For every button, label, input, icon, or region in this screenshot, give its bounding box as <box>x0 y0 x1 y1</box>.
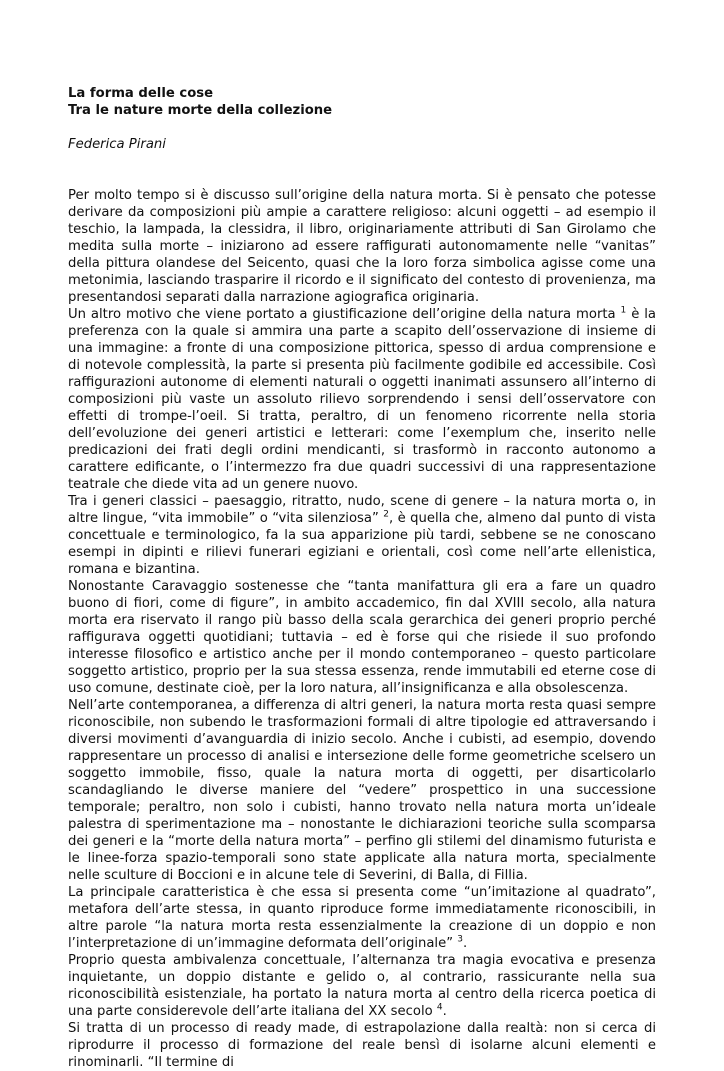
paragraph-text: Si tratta di un processo di ready made, di estrapolazione dalla realtà: non si cerca di riprodurre il processo di formazione del reale bensì di isolarne alcuni elementi e rinominarli. “Il termine di <box>68 1021 656 1070</box>
paragraph-text: Nonostante Caravaggio sostenesse che “tanta manifattura gli era a fare un quadro buono di fiori, come di figure”, in ambito accademico, fin dal XVIII secolo, alla natura morta era riservato il rango più basso della scala gerarchica dei generi proprio perché raffigurava oggetti quotidiani; tuttavia – ed è forse qui che risiede il suo profondo interesse filosofico e artistico anche per il mondo contemporaneo – questo particolare soggetto artistico, proprio per la sua stessa essenza, rende immutabili ed eterne cose di uso comune, destinate cioè, per la loro natura, all’insignificanza e alla obsolescenza. <box>68 579 656 696</box>
essay-title: La forma delle cose <box>68 86 214 101</box>
essay-body <box>68 187 656 1071</box>
author-name: Federica Pirani <box>68 137 166 152</box>
paragraph-text: La principale caratteristica è che essa si presenta come “un’imitazione al quadrato”, metafora dell’arte stessa, in quanto riproduce forme immediatamente riconoscibili, in altre parole “la natura morta resta essenzialmente la creazione di un doppio e non l’interpretazione di un’immagine deformata dell’originale” <box>68 885 656 951</box>
paragraph-text: . <box>462 936 468 951</box>
essay-subtitle: Tra le nature morte della collezione <box>68 103 333 118</box>
paragraph-text: . <box>442 1004 447 1019</box>
paragraph-6 <box>68 884 656 952</box>
footnote-marker: 3 <box>457 934 463 945</box>
paragraph-text: Nell’arte contemporanea, a differenza di altri generi, la natura morta resta quasi sempre riconoscibile, non subendo le trasformazioni formali di altre tipologie ed attraversando i diversi movimenti d’avanguardia di inizio secolo. Anche i cubisti, ad esempio, dovendo rappresentare un processo di analisi e intersezione delle forme geometriche scelsero un soggetto immobile, fisso, quale la natura morta di oggetti, per disarticolarlo scandagliando le diverse maniere del “vedere” prospettico in una successione temporale; peraltro, non solo i cubisti, hanno trovato nella natura morta un’ideale palestra di sperimentazione ma – nonostante le dichiarazioni teoriche sulla scomparsa dei generi e la “morte della natura morta” – perfino gli stilemi del dinamismo futurista e le linee-forza spazio-temporali sono state applicate alla natura morta, specialmente nelle sculture di Boccioni e in alcune tele di Severini, di Balla, di Fillia. <box>68 698 656 883</box>
document-page <box>68 85 656 1071</box>
paragraph-text: è la preferenza con la quale si ammira una parte a scapito dell’osservazione di insieme di una immagine: a fronte di una composizione pittorica, spesso di ardua comprensione e di notevole complessità, la parte si presenta più facilmente godibile ed accessibile. Così raffigurazioni autonome di elementi naturali o oggetti inanimati assunsero all’interno di composizioni più vaste un assoluto rilievo sorprendendo i sensi dell’osservatore con effetti di trompe-l’oeil. Si tratta, peraltro, di un fenomeno ricorrente nella storia dell’evoluzione dei generi artistici e letterari: come l’exemplum che, inserito nelle predicazioni dei frati degli ordini mendicanti, si trasformò in racconto autonomo a carattere edificante, o l’intermezzo fra due quadri successivi di una rappresentazione teatrale che diede vita ad un genere nuovo. <box>68 307 656 492</box>
paragraph-text: , è quella che, almeno dal punto di vista concettuale e terminologico, fa la sua apparizione più tardi, sebbene se ne conoscano esempi in dipinti e rilievi funerari egiziani e orientali, così come nell’arte ellenistica, romana e bizantina. <box>68 511 656 577</box>
paragraph-1 <box>68 187 656 306</box>
paragraph-3 <box>68 493 656 578</box>
paragraph-4 <box>68 578 656 697</box>
footnote-marker: 1 <box>620 305 627 316</box>
paragraph-text: Un altro motivo che viene portato a giustificazione dell’origine della natura morta <box>68 307 621 322</box>
paragraph-text: Proprio questa ambivalenza concettuale, l’alternanza tra magia evocativa e presenza inquietante, un doppio distante e gelido o, al contrario, rassicurante nella sua riconoscibilità esistenziale, ha portato la natura morta al centro della ricerca poetica di una parte considerevole dell’arte italiana del XX secolo <box>68 953 656 1019</box>
footnote-marker: 4 <box>436 1002 443 1013</box>
paragraph-8 <box>68 1020 656 1071</box>
paragraph-text: Per molto tempo si è discusso sull’origine della natura morta. Si è pensato che potesse derivare da composizioni più ampie a carattere religioso: alcuni oggetti – ad esempio il teschio, la lampada, la clessidra, il libro, originariamente attributi di San Girolamo che medita sulla morte – iniziarono ad essere raffigurati autonomamente nelle “vanitas” della pittura olandese del Seicento, quasi che la loro forza simbolica agisse come una metonimia, lasciando trasparire il ricordo e il significato del contesto di provenienza, ma presentandosi separati dalla narrazione agiografica originaria. <box>68 188 656 305</box>
footnote-marker: 2 <box>383 509 389 520</box>
paragraph-2 <box>68 306 656 493</box>
paragraph-7 <box>68 952 656 1020</box>
paragraph-text: Tra i generi classici – paesaggio, ritratto, nudo, scene di genere – la natura morta o, in altre lingue, “vita immobile” o “vita silenziosa” <box>68 494 656 526</box>
paragraph-5 <box>68 697 656 884</box>
